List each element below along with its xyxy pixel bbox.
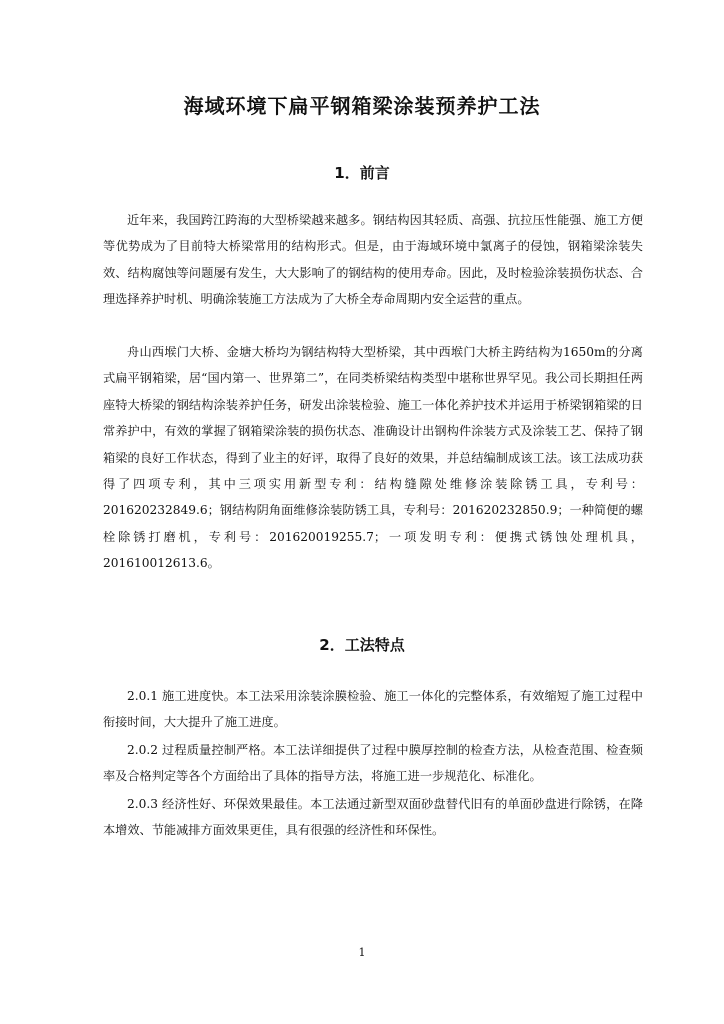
section-heading-features: 2．工法特点	[319, 636, 405, 654]
preface-paragraph-1: 近年来，我国跨江跨海的大型桥梁越来越多。钢结构因其轻质、高强、抗拉压性能强、施工方便等优势成为了目前特大桥梁常用的结构形式。但是，由于海域环境中氯离子的侵蚀，钢箱梁涂装失效、结构腐蚀等问题屡有发生，大大影响了的钢结构的使用寿命。因此，及时检验涂装损伤状态、合理选择养护时机、明确涂装施工方法成为了大桥全寿命周期内安全运营的重点。	[103, 213, 643, 307]
feature-paragraph-2-0-1: 2.0.1 施工进度快。本工法采用涂装涂膜检验、施工一体化的完整体系，有效缩短了施工过程中衔接时间，大大提升了施工进度。	[103, 689, 643, 730]
feature-paragraph-2-0-2: 2.0.2 过程质量控制严格。本工法详细提供了过程中膜厚控制的检查方法，从检查范围、检查频率及合格判定等各个方面给出了具体的指导方法，将施工进一步规范化、标准化。	[103, 743, 643, 784]
section-heading-preface: 1．前言	[334, 164, 390, 182]
feature-paragraph-2-0-3: 2.0.3 经济性好、环保效果最佳。本工法通过新型双面砂盘替代旧有的单面砂盘进行除锈，在降本增效、节能减排方面效果更佳，具有很强的经济性和环保性。	[103, 797, 643, 838]
document-title: 海域环境下扁平钢箱梁涂装预养护工法	[183, 94, 541, 118]
preface-paragraph-2: 舟山西堠门大桥、金塘大桥均为钢结构特大型桥梁，其中西堠门大桥主跨结构为1650m的分离式扁平钢箱梁，居“国内第一、世界第二”，在同类桥梁结构类型中堪称世界罕见。我公司长期担任两座特大桥梁的钢结构涂装养护任务，研发出涂装检验、施工一体化养护技术并运用于桥梁钢箱梁的日常养护中，有效的掌握了钢箱梁涂装的损伤状态、准确设计出钢构件涂装方式及涂装工艺、保持了钢箱梁的良好工作状态，得到了业主的好评，取得了良好的效果，并总结编制成该工法。该工法成功获得了四项专利，其中三项实用新型专利：结构缝隙处维修涂装除锈工具，专利号：201620232849.6；钢结构阴角面维修涂装防锈工具，专利号：201620232850.9；一种简便的螺栓除锈打磨机，专利号：201620019255.7；一项发明专利：便携式锈蚀处理机具，201610012613.6。	[103, 345, 643, 571]
page-number: 1	[358, 946, 366, 959]
